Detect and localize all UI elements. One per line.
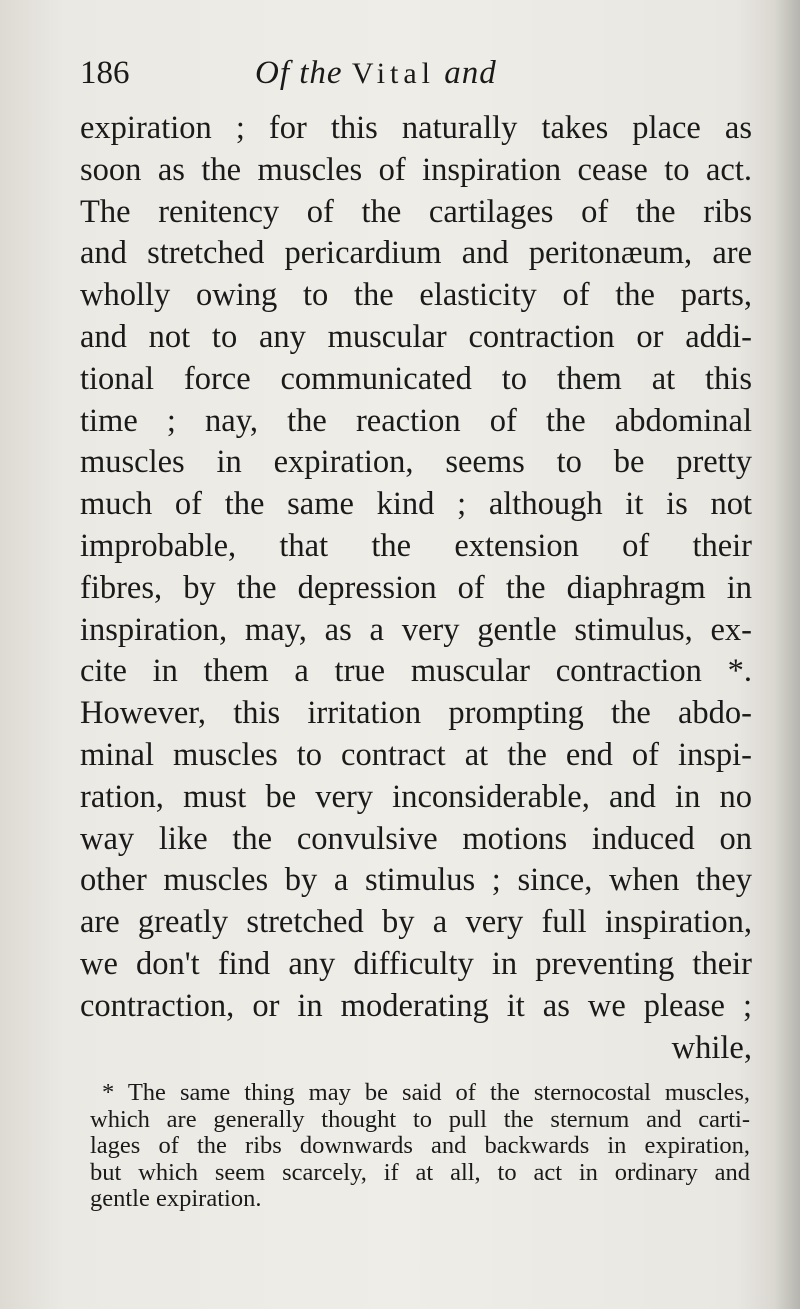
text-line: However, this irritation prompting the abdo- xyxy=(80,695,752,732)
text-line: The renitency of the cartilages of the ribs xyxy=(80,193,752,230)
text-line: contraction, or in moderating it as we please ; xyxy=(80,987,752,1024)
footnote-line: which are generally thought to pull the sternum and carti- xyxy=(90,1106,750,1133)
running-head-vital: Vital xyxy=(351,57,436,90)
text-line: fibres, by the depression of the diaphragm in xyxy=(80,569,752,606)
text-line: we don't find any difficulty in preventing their xyxy=(80,945,752,982)
main-text xyxy=(80,108,752,1069)
footnote-line: lages of the ribs downwards and backwards in expiration, xyxy=(90,1133,750,1159)
page-header xyxy=(80,48,752,98)
text-line: and stretched pericardium and peritonæum, are xyxy=(80,235,752,272)
text-line: wholly owing to the elasticity of the parts, xyxy=(80,277,752,314)
running-head xyxy=(255,48,497,99)
text-line: tional force communicated to them at this xyxy=(80,360,752,397)
text-line: are greatly stretched by a very full inspiration, xyxy=(80,904,752,941)
text-line: minal muscles to contract at the end of inspi- xyxy=(80,736,752,773)
text-line: soon as the muscles of inspiration cease to act. xyxy=(80,151,752,188)
text-line: inspiration, may, as a very gentle stimulus, ex- xyxy=(80,611,752,648)
text-line: expiration ; for this naturally takes place as xyxy=(80,110,752,146)
text-line: other muscles by a stimulus ; since, when they xyxy=(80,862,752,899)
catchword: while, xyxy=(671,1029,752,1066)
running-head-and: and xyxy=(444,55,497,91)
page-number: 186 xyxy=(80,55,130,91)
running-head-of-the: Of the xyxy=(255,55,343,91)
text-line: much of the same kind ; although it is not xyxy=(80,486,752,523)
footnote-line: * The same thing may be said of the sternocostal muscles, xyxy=(102,1080,750,1106)
footnote-line: gentle expiration. xyxy=(90,1186,262,1212)
spine-shadow xyxy=(774,0,800,1309)
footnote-line: but which seem scarcely, if at all, to act in ordinary and xyxy=(90,1159,750,1186)
text-line: improbable, that the extension of their xyxy=(80,527,752,564)
text-line: muscles in expiration, seems to be pretty xyxy=(80,444,752,481)
text-line: and not to any muscular contraction or addi- xyxy=(80,318,752,355)
text-line: ration, must be very inconsiderable, and in no xyxy=(80,778,752,815)
footnote xyxy=(90,1080,750,1213)
text-line: time ; nay, the reaction of the abdominal xyxy=(80,402,752,439)
text-line: way like the convulsive motions induced on xyxy=(80,820,752,857)
text-line: cite in them a true muscular contraction *. xyxy=(80,653,752,690)
